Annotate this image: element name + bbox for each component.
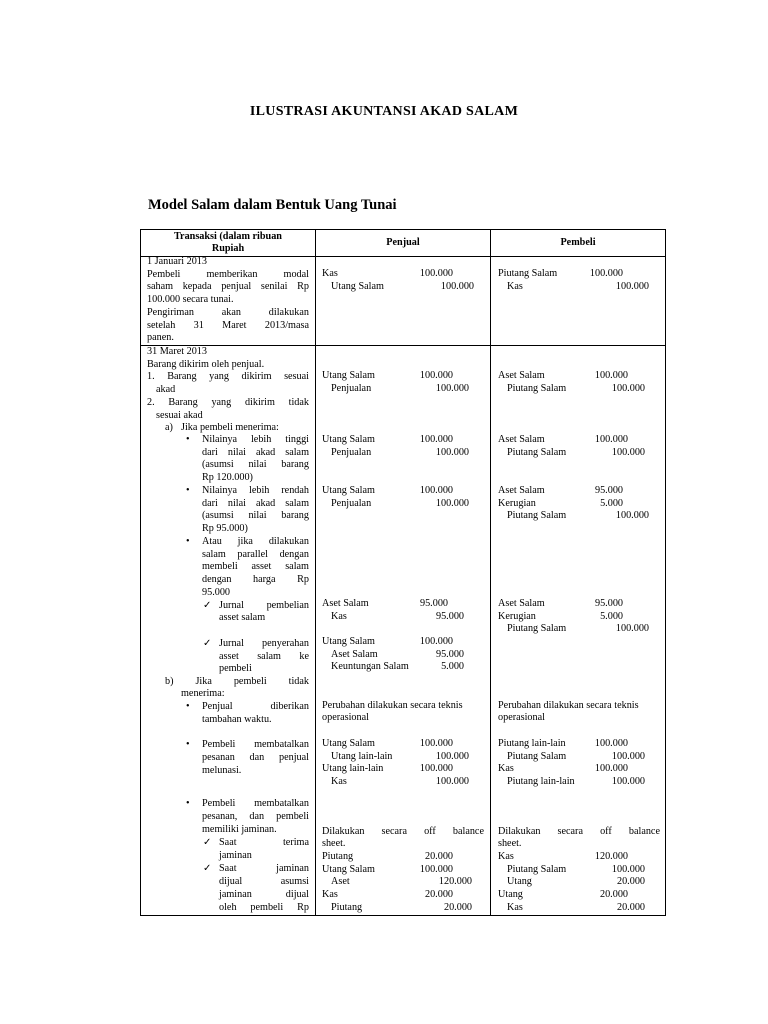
journal-account: Utang — [498, 889, 523, 901]
journal-account: Utang Salam — [322, 738, 375, 749]
journal-account: Kas — [507, 280, 523, 292]
journal-credit: 100.000 — [611, 776, 645, 788]
row-date: 1 Januari 2013 — [147, 256, 207, 267]
journal-credit: 120.000 — [438, 876, 472, 888]
word: pembelian — [266, 600, 309, 611]
journal-debit: 100.000 — [594, 434, 628, 445]
word: diberikan — [270, 701, 309, 712]
journal-debit: 5.000 — [600, 497, 623, 509]
journal-credit: 100.000 — [611, 750, 645, 762]
word: Rp — [297, 281, 309, 293]
word: dan — [249, 752, 265, 763]
journal-account: Piutang Salam — [507, 623, 567, 635]
word: salam — [202, 549, 226, 560]
journal-account: Utang lain-lain — [331, 750, 393, 762]
cell-text — [202, 536, 309, 549]
journal-credit: 20.000 — [443, 901, 472, 913]
cell-text — [147, 320, 309, 333]
note-text: operasional — [498, 712, 545, 723]
journal-account: Utang — [507, 876, 532, 888]
note-text — [498, 826, 660, 839]
word: b) — [165, 676, 174, 687]
word: parallel — [237, 549, 268, 560]
journal-account: Aset — [331, 876, 350, 888]
column-divider — [490, 230, 491, 915]
cell-text: Rp 95.000) — [202, 523, 248, 534]
cell-text: memiliki jaminan. — [202, 824, 277, 835]
cell-text — [147, 397, 309, 410]
word: Maret — [222, 319, 247, 331]
word: salam — [257, 651, 281, 662]
word: Nilainya — [202, 434, 238, 445]
cell-text — [202, 811, 309, 824]
cell-text — [147, 269, 309, 282]
cell-text — [219, 600, 309, 613]
cell-text — [219, 837, 309, 850]
journal-account: Aset Salam — [322, 598, 369, 609]
journal-account: Utang Salam — [322, 370, 375, 381]
word: Dilakukan — [322, 826, 365, 837]
journal-debit: 20.000 — [599, 889, 628, 901]
journal-credit: 100.000 — [615, 623, 649, 635]
journal-debit: 100.000 — [419, 863, 453, 875]
word: ke — [299, 651, 309, 662]
word: asset — [219, 651, 239, 662]
journal-account: Piutang Salam — [507, 446, 567, 458]
journal-debit: 100.000 — [419, 485, 453, 496]
note-text: sheet. — [322, 838, 346, 849]
journal-account: Utang lain-lain — [322, 763, 384, 775]
word: balance — [628, 826, 660, 837]
journal-debit: 100.000 — [589, 268, 623, 279]
journal-account: Keuntungan Salam — [331, 661, 409, 673]
word: kepada — [182, 281, 212, 293]
word: nilai — [248, 459, 267, 470]
row-divider — [141, 345, 665, 346]
cell-text: akad — [156, 384, 176, 396]
cell-text — [202, 510, 309, 523]
cell-text — [202, 574, 309, 587]
cell-text — [147, 307, 309, 320]
word: salam — [285, 498, 309, 509]
journal-account: Utang Salam — [322, 434, 375, 445]
word: pesanan — [202, 752, 235, 763]
journal-account: Aset Salam — [498, 370, 545, 381]
journal-account: Utang Salam — [322, 485, 375, 496]
journal-account: Kas — [331, 610, 347, 622]
word: Pengiriman — [147, 306, 194, 318]
header-penjual: Penjual — [386, 237, 420, 248]
cell-text — [219, 651, 309, 664]
journal-debit: 100.000 — [594, 738, 628, 749]
cell-text — [147, 281, 309, 294]
word: Pembeli — [202, 798, 236, 809]
word: jaminan — [219, 889, 252, 900]
cell-text — [202, 701, 309, 714]
cell-text — [202, 459, 309, 472]
journal-account: Piutang Salam — [507, 863, 567, 875]
word: lebih — [250, 434, 272, 445]
word: Penjual — [202, 701, 233, 712]
word: dijual — [219, 876, 243, 887]
word: secara — [557, 826, 583, 837]
word: memberikan — [206, 268, 258, 280]
cell-text — [202, 498, 309, 511]
word: asset — [251, 561, 272, 572]
cell-text: Rp 120.000) — [202, 472, 253, 483]
bullet-icon: • — [186, 536, 190, 547]
journal-debit: 95.000 — [594, 598, 623, 609]
cell-text — [202, 739, 309, 752]
word: (asumsi — [202, 510, 234, 521]
journal-credit: 100.000 — [435, 776, 469, 788]
word: dengan — [279, 549, 309, 560]
journal-credit: 95.000 — [435, 648, 464, 660]
word: Dilakukan — [498, 826, 541, 837]
check-icon: ✓ — [203, 638, 212, 649]
word: nilai — [248, 510, 267, 521]
header-pembeli: Pembeli — [560, 237, 596, 248]
header-transaksi: Transaksi (dalam ribuan — [174, 231, 282, 242]
journal-account: Utang Salam — [322, 863, 375, 875]
word: (asumsi — [202, 459, 234, 470]
row-divider — [141, 256, 665, 257]
bullet-icon: • — [186, 701, 190, 712]
word: 2. — [147, 396, 155, 408]
journal-account: Piutang — [322, 851, 354, 862]
word: Jika — [195, 676, 212, 687]
journal-credit: 100.000 — [435, 382, 469, 394]
journal-debit: 100.000 — [419, 370, 453, 381]
word: tinggi — [285, 434, 309, 445]
journal-debit: 20.000 — [424, 851, 453, 862]
cell-text — [202, 798, 309, 811]
note-text — [322, 826, 484, 839]
word: barang — [281, 510, 309, 521]
journal-debit: 100.000 — [594, 763, 628, 775]
word: nilai — [227, 447, 246, 458]
word: yang — [209, 371, 229, 383]
journal-debit: 95.000 — [419, 598, 448, 609]
journal-credit: 20.000 — [616, 901, 645, 913]
word: dan — [249, 811, 265, 822]
journal-account: Kerugian — [498, 497, 536, 509]
journal-account: Piutang Salam — [507, 750, 567, 762]
word: Barang — [167, 371, 197, 383]
word: off — [600, 826, 612, 837]
word: membatalkan — [254, 739, 309, 750]
journal-debit: 5.000 — [600, 610, 623, 622]
word: 2013/masa — [264, 319, 309, 331]
cell-text — [202, 549, 309, 562]
journal-debit: 95.000 — [594, 485, 623, 496]
journal-credit: 100.000 — [435, 497, 469, 509]
check-icon: ✓ — [203, 863, 212, 874]
cell-text — [219, 889, 309, 902]
word: terima — [282, 837, 309, 848]
cell-text — [165, 676, 309, 689]
cell-text — [219, 902, 309, 915]
word: Jurnal — [219, 600, 244, 611]
word: membatalkan — [254, 798, 309, 809]
journal-debit: 120.000 — [594, 851, 628, 862]
word: pesanan, — [202, 811, 238, 822]
word: Pembeli — [147, 268, 181, 280]
journal-account: Piutang Salam — [507, 510, 567, 522]
word: Atau — [202, 536, 222, 547]
word: pembeli — [233, 676, 267, 687]
word: off — [424, 826, 436, 837]
journal-debit: 100.000 — [419, 763, 453, 775]
journal-credit: 100.000 — [611, 863, 645, 875]
journal-account: Piutang Salam — [498, 268, 558, 279]
word: Jurnal — [219, 638, 244, 649]
cell-text — [202, 561, 309, 574]
journal-credit: 100.000 — [611, 382, 645, 394]
word: rendah — [281, 485, 309, 496]
cell-text: jaminan — [219, 850, 252, 861]
cell-text: Barang dikirim oleh penjual. — [147, 358, 265, 370]
cell-text: asset salam — [219, 612, 266, 623]
journal-account: Utang Salam — [322, 636, 375, 647]
journal-account: Aset Salam — [498, 598, 545, 609]
word: secara — [381, 826, 407, 837]
word: nilai — [227, 498, 246, 509]
journal-credit: 5.000 — [441, 661, 464, 673]
journal-debit: 100.000 — [419, 434, 453, 445]
journal-debit: 100.000 — [594, 370, 628, 381]
word: akad — [255, 498, 276, 509]
word: tidak — [288, 676, 309, 687]
cell-text — [219, 638, 309, 651]
page-title: ILUSTRASI AKUNTANSI AKAD SALAM — [249, 104, 519, 119]
journal-credit: 100.000 — [440, 280, 474, 292]
cell-text — [202, 752, 309, 765]
row-date: 31 Maret 2013 — [147, 346, 207, 357]
column-divider — [315, 230, 316, 915]
cell-text: melunasi. — [202, 765, 242, 776]
word: dijual — [285, 889, 309, 900]
journal-credit: 100.000 — [615, 510, 649, 522]
note-text: Perubahan dilakukan secara teknis — [322, 700, 463, 711]
word: yang — [211, 396, 232, 408]
word: jika — [237, 536, 253, 547]
word: salam — [285, 447, 309, 458]
check-icon: ✓ — [203, 600, 212, 611]
word: akan — [221, 306, 241, 318]
journal-account: Aset Salam — [498, 434, 545, 445]
word: asumsi — [280, 876, 309, 887]
journal-debit: 100.000 — [419, 268, 453, 279]
journal-account: Kas — [498, 851, 514, 862]
word: penyerahan — [262, 638, 309, 649]
header-transaksi: Rupiah — [211, 243, 245, 254]
journal-debit: 100.000 — [419, 738, 453, 749]
word: sesuai — [284, 371, 309, 383]
cell-text — [202, 434, 309, 447]
cell-text — [202, 447, 309, 460]
word: saham — [147, 281, 174, 293]
journal-account: Kas — [498, 763, 514, 775]
note-text: operasional — [322, 712, 369, 723]
bullet-icon: • — [186, 739, 190, 750]
journal-credit: 100.000 — [435, 750, 469, 762]
journal-credit: 100.000 — [611, 446, 645, 458]
word: dikirim — [244, 396, 275, 408]
section-title: Model Salam dalam Bentuk Uang Tunai — [148, 197, 397, 213]
journal-account: Piutang Salam — [507, 382, 567, 394]
journal-account: Kas — [331, 776, 347, 788]
salam-table — [140, 229, 666, 916]
cell-text — [147, 371, 309, 384]
word: barang — [281, 459, 309, 470]
journal-account: Piutang — [331, 901, 363, 913]
cell-text: Jika pembeli menerima: — [181, 422, 279, 434]
journal-account: Kerugian — [498, 610, 536, 622]
journal-account: Kas — [322, 268, 338, 279]
word: membeli — [202, 561, 238, 572]
bullet-icon: • — [186, 798, 190, 809]
word: dilakukan — [268, 306, 309, 318]
word: Saat — [219, 863, 237, 874]
word: salam — [285, 561, 309, 572]
journal-account: Piutang lain-lain — [507, 776, 575, 788]
word: Rp — [297, 902, 309, 913]
cell-text — [219, 876, 309, 889]
cell-text — [202, 485, 309, 498]
word: jaminan — [276, 863, 309, 874]
cell-text: a) — [165, 422, 173, 434]
cell-text: tambahan waktu. — [202, 714, 272, 725]
word: Rp — [297, 574, 309, 585]
word: balance — [452, 826, 484, 837]
word: tidak — [288, 396, 309, 408]
cell-text — [219, 863, 309, 876]
word: oleh — [219, 902, 237, 913]
journal-credit: 100.000 — [615, 280, 649, 292]
journal-account: Penjualan — [331, 382, 372, 394]
journal-account: Penjualan — [331, 497, 372, 509]
journal-account: Kas — [507, 901, 523, 913]
word: penjual — [279, 752, 309, 763]
word: Saat — [219, 837, 237, 848]
word: Nilainya — [202, 485, 238, 496]
word: 31 — [193, 319, 204, 331]
note-text: sheet. — [498, 838, 522, 849]
journal-credit: 20.000 — [616, 876, 645, 888]
journal-credit: 95.000 — [435, 610, 464, 622]
journal-account: Aset Salam — [331, 648, 378, 660]
word: dengan — [202, 574, 232, 585]
word: dikirim — [241, 371, 272, 383]
word: dilakukan — [268, 536, 309, 547]
cell-text: sesuai akad — [156, 409, 203, 421]
journal-credit: 100.000 — [435, 446, 469, 458]
journal-account: Utang Salam — [331, 280, 384, 292]
cell-text: panen. — [147, 332, 174, 344]
word: dari — [202, 498, 218, 509]
word: Barang — [168, 396, 198, 408]
bullet-icon: • — [186, 485, 190, 496]
word: akad — [255, 447, 276, 458]
word: dari — [202, 447, 218, 458]
note-text: Perubahan dilakukan secara teknis — [498, 700, 639, 711]
journal-account: Kas — [322, 889, 338, 901]
word: Pembeli — [202, 739, 236, 750]
word: pembeli — [250, 902, 284, 913]
cell-text: 100.000 secara tunai. — [147, 294, 234, 306]
word: harga — [253, 574, 276, 585]
word: penjual — [221, 281, 252, 293]
cell-text: pembeli — [219, 663, 252, 674]
journal-debit: 100.000 — [419, 636, 453, 647]
bullet-icon: • — [186, 434, 190, 445]
journal-account: Aset Salam — [498, 485, 545, 496]
word: modal — [283, 268, 309, 280]
word: lebih — [249, 485, 270, 496]
cell-text: menerima: — [181, 688, 225, 699]
check-icon: ✓ — [203, 837, 212, 848]
word: senilai — [260, 281, 288, 293]
word: 1. — [147, 371, 155, 383]
journal-account: Penjualan — [331, 446, 372, 458]
word: pembeli — [276, 811, 309, 822]
cell-text: 95.000 — [202, 587, 231, 598]
journal-debit: 20.000 — [424, 889, 453, 901]
word: setelah — [147, 319, 176, 331]
journal-account: Piutang lain-lain — [498, 738, 566, 749]
